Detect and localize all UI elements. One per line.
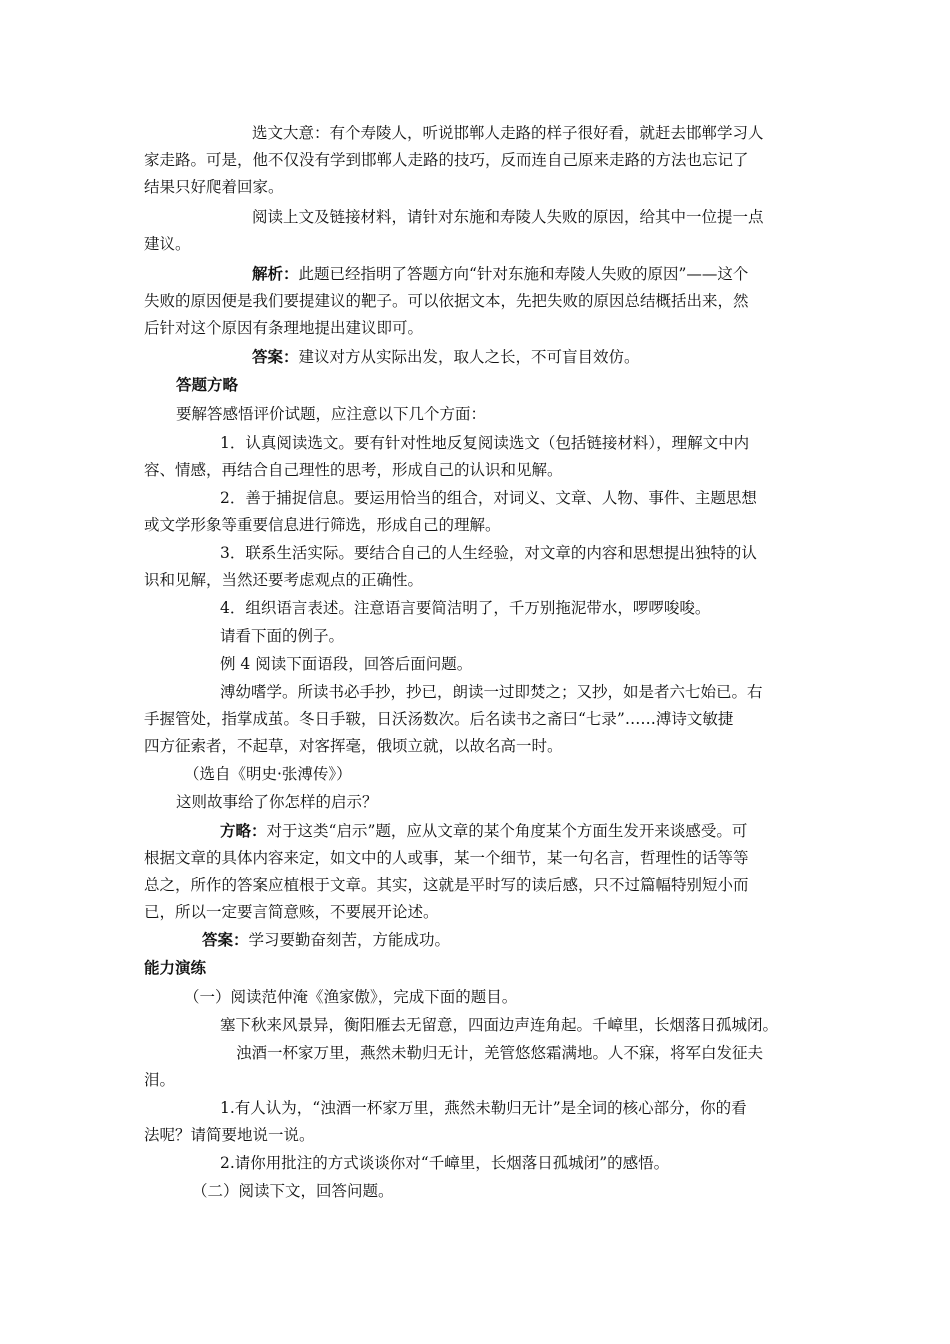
answer-1-text: 建议对方从实际出发，取人之长，不可盲目效仿。: [298, 348, 640, 366]
strategy-heading: 答题方略: [176, 375, 239, 394]
example-4-question: 这则故事给了你怎样的启示？: [176, 793, 378, 811]
analysis-text-1: 此题已经指明了答题方向“针对东施和寿陵人失败的原因”——这个: [298, 265, 749, 283]
poem-line-3: 泪。: [144, 1071, 176, 1089]
example-4-source: （选自《明史·张溥传》）: [184, 765, 352, 783]
answer-1-label: 答案：: [252, 347, 299, 366]
method-label: 方略：: [220, 821, 267, 840]
question-2: 2.请你用批注的方式谈谈你对“千嶂里，长烟落日孤城闭”的感悟。: [220, 1154, 670, 1172]
strategy-item-2-line-2: 或文学形象等重要信息进行筛选，形成自己的理解。: [144, 516, 501, 534]
strategy-item-3-line-1: 3．联系生活实际。要结合自己的人生经验，对文章的内容和思想提出独特的认: [220, 544, 757, 562]
question-1-line-1: 1.有人认为，“浊酒一杯家万里，燕然未勒归无计”是全词的核心部分，你的看: [220, 1099, 747, 1117]
summary-line-3: 结果只好爬着回家。: [144, 178, 284, 196]
summary-line-1: 选文大意：有个寿陵人，听说邯郸人走路的样子很好看，就赶去邯郸学习人: [252, 124, 764, 142]
practice-section-2-title: （二）阅读下文，回答问题。: [192, 1182, 394, 1200]
strategy-item-4: 4．组织语言表述。注意语言要简洁明了，千万别拖泥带水，啰啰唆唆。: [220, 599, 711, 617]
method-line-3: 总之，所作的答案应植根于文章。其实，这就是平时写的读后感，只不过篇幅特别短小而: [144, 876, 749, 894]
example-4-line-1: 溥幼嗜学。所读书必手抄，抄已，朗读一过即焚之；又抄，如是者六七始已。右: [220, 683, 763, 701]
see-example: 请看下面的例子。: [220, 627, 345, 645]
strategy-item-1-line-1: 1．认真阅读选文。要有针对性地反复阅读选文（包括链接材料），理解文中内: [220, 434, 750, 452]
analysis-line-3: 后针对这个原因有条理地提出建议即可。: [144, 319, 424, 337]
question-1-line-2: 法呢？请简要地说一说。: [144, 1126, 315, 1144]
answer-2: [202, 930, 450, 950]
analysis-label: 解析：: [252, 264, 299, 283]
summary-line-2: 家走路。可是，他不仅没有学到邯郸人走路的技巧，反而连自己原来走路的方法也忘记了: [144, 151, 749, 169]
task-line-1: 阅读上文及链接材料，请针对东施和寿陵人失败的原因，给其中一位提一点: [252, 208, 764, 226]
strategy-intro: 要解答感悟评价试题，应注意以下几个方面：: [176, 405, 487, 423]
strategy-item-3-line-2: 识和见解，当然还要考虑观点的正确性。: [144, 571, 424, 589]
answer-2-text: 学习要勤奋刻苦，方能成功。: [248, 931, 451, 949]
analysis-line-1: [252, 264, 748, 284]
practice-section-1-title: （一）阅读范仲淹《渔家傲》，完成下面的题目。: [184, 988, 518, 1006]
method-line-2: 根据文章的具体内容来定，如文中的人或事，某一个细节，某一句名言，哲理性的话等等: [144, 849, 749, 867]
example-4-title: 例 4 阅读下面语段，回答后面问题。: [220, 655, 473, 673]
method-line-1: [220, 821, 747, 841]
poem-line-1: 塞下秋来风景异，衡阳雁去无留意，四面边声连角起。千嶂里，长烟落日孤城闭。: [220, 1016, 779, 1034]
example-4-line-3: 四方征索者，不起草，对客挥毫，俄顷立就，以故名高一时。: [144, 737, 563, 755]
analysis-line-2: 失败的原因便是我们要提建议的靶子。可以依据文本，先把失败的原因总结概括出来，然: [144, 292, 749, 310]
example-4-line-2: 手握管处，指掌成茧。冬日手皲，日沃汤数次。后名读书之斋曰“七录”……溥诗文敏捷: [144, 710, 734, 728]
strategy-item-2-line-1: 2．善于捕捉信息。要运用恰当的组合，对词义、文章、人物、事件、主题思想: [220, 489, 757, 507]
method-text-1: 对于这类“启示”题，应从文章的某个角度某个方面生发开来谈感受。可: [266, 822, 748, 840]
answer-2-label: 答案：: [202, 930, 249, 949]
strategy-item-1-line-2: 容、情感，再结合自己理性的思考，形成自己的认识和见解。: [144, 461, 563, 479]
method-line-4: 已，所以一定要言简意赅，不要展开论述。: [144, 903, 439, 921]
practice-heading: 能力演练: [144, 958, 207, 977]
poem-line-2: 浊酒一杯家万里，燕然未勒归无计，羌管悠悠霜满地。人不寐，将军白发征夫: [236, 1044, 764, 1062]
task-line-2: 建议。: [144, 235, 191, 253]
answer-1: [252, 347, 640, 367]
